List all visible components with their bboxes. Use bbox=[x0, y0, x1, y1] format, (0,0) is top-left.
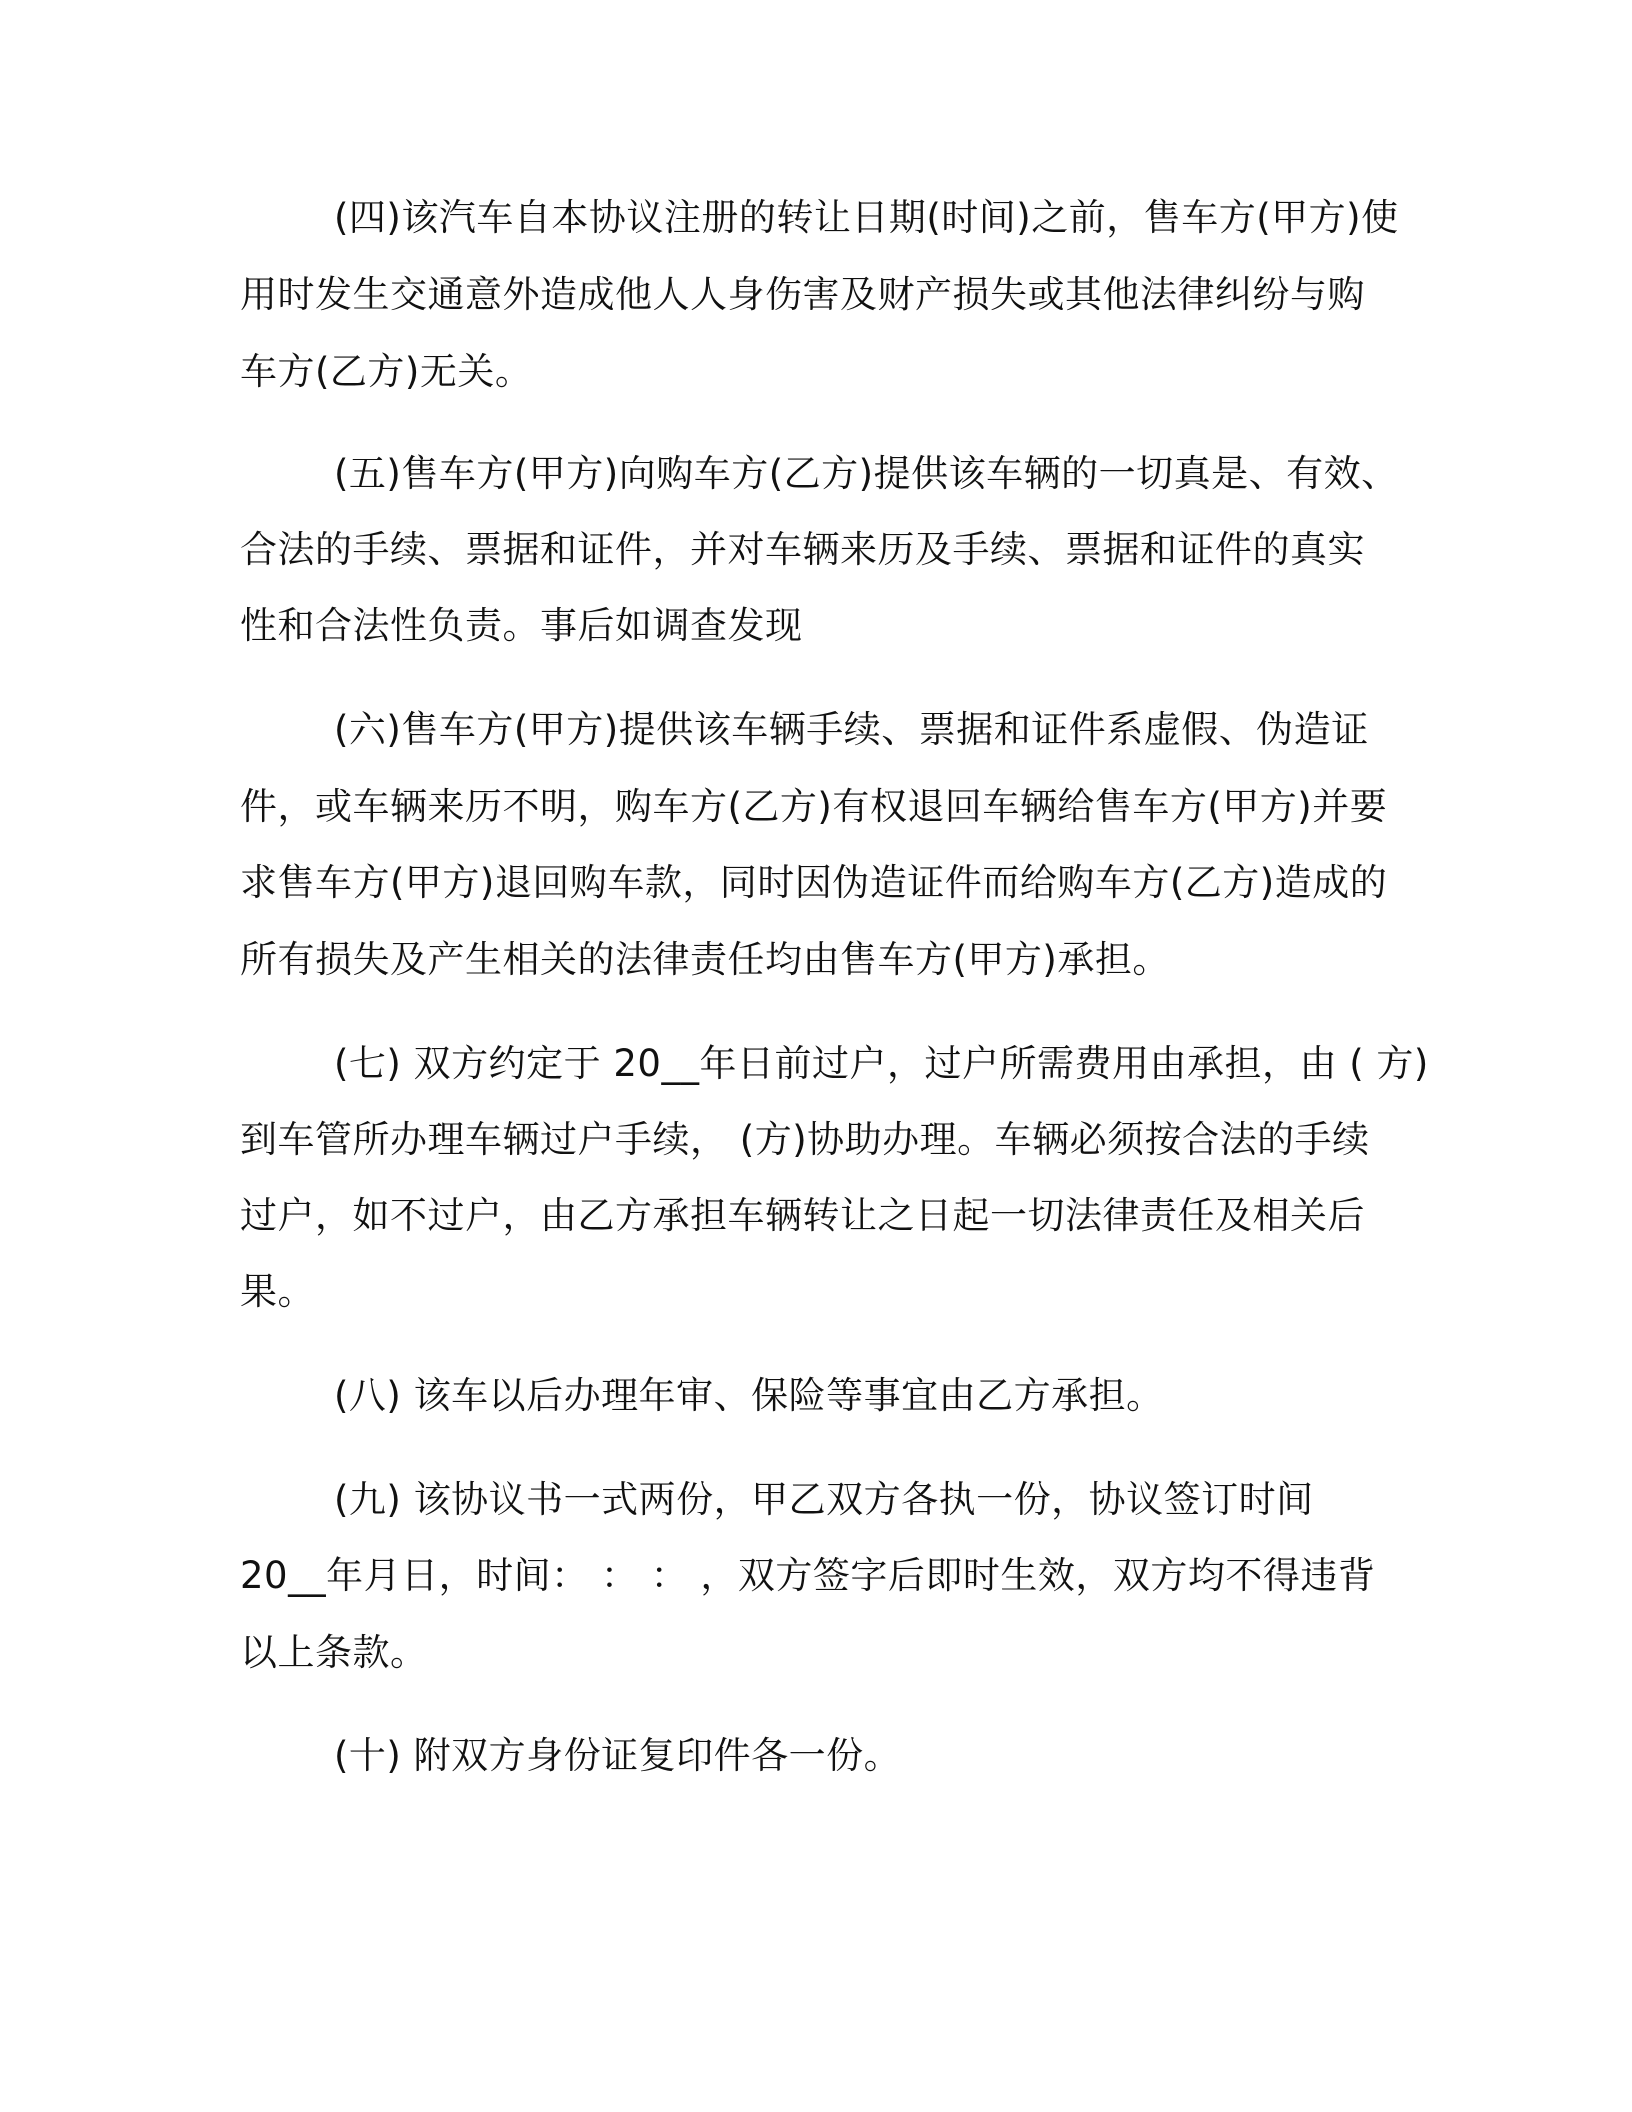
paragraph-6-line-2: 件，或车辆来历不明，购车方(乙方)有权退回车辆给售车方(甲方)并要 bbox=[240, 785, 1388, 828]
paragraph-4-line-2: 用时发生交通意外造成他人人身伤害及财产损失或其他法律纠纷与购 bbox=[240, 273, 1365, 316]
paragraph-7-line-2: 到车管所办理车辆过户手续， (方)协助办理。车辆必须按合法的手续 bbox=[240, 1118, 1370, 1161]
paragraph-7-line-1: (七) 双方约定于 20__年日前过户，过户所需费用由承担，由 ( 方) bbox=[334, 1042, 1429, 1085]
paragraph-9-line-2: 20__年月日，时间： ： ： ，双方签字后即时生效，双方均不得违背 bbox=[240, 1554, 1376, 1597]
paragraph-7-line-3: 过户，如不过户，由乙方承担车辆转让之日起一切法律责任及相关后 bbox=[240, 1194, 1365, 1237]
paragraph-9-line-3: 以上条款。 bbox=[240, 1631, 428, 1674]
paragraph-10-line-1: (十) 附双方身份证复印件各一份。 bbox=[334, 1734, 902, 1777]
paragraph-5-line-1: (五)售车方(甲方)向购车方(乙方)提供该车辆的一切真是、有效、 bbox=[334, 452, 1399, 495]
paragraph-5-line-2: 合法的手续、票据和证件，并对车辆来历及手续、票据和证件的真实 bbox=[240, 528, 1365, 571]
paragraph-6-line-4: 所有损失及产生相关的法律责任均由售车方(甲方)承担。 bbox=[240, 938, 1170, 981]
paragraph-4-line-1: (四)该汽车自本协议注册的转让日期(时间)之前，售车方(甲方)使 bbox=[334, 196, 1399, 239]
paragraph-4-line-3: 车方(乙方)无关。 bbox=[240, 350, 533, 393]
paragraph-8-line-1: (八) 该车以后办理年审、保险等事宜由乙方承担。 bbox=[334, 1374, 1164, 1417]
paragraph-6-line-3: 求售车方(甲方)退回购车款，同时因伪造证件而给购车方(乙方)造成的 bbox=[240, 861, 1388, 904]
paragraph-6-line-1: (六)售车方(甲方)提供该车辆手续、票据和证件系虚假、伪造证 bbox=[334, 708, 1369, 751]
paragraph-7-line-4: 果。 bbox=[240, 1270, 315, 1313]
paragraph-5-line-3: 性和合法性负责。事后如调查发现 bbox=[240, 604, 803, 647]
paragraph-9-line-1: (九) 该协议书一式两份，甲乙双方各执一份，协议签订时间 bbox=[334, 1478, 1314, 1521]
